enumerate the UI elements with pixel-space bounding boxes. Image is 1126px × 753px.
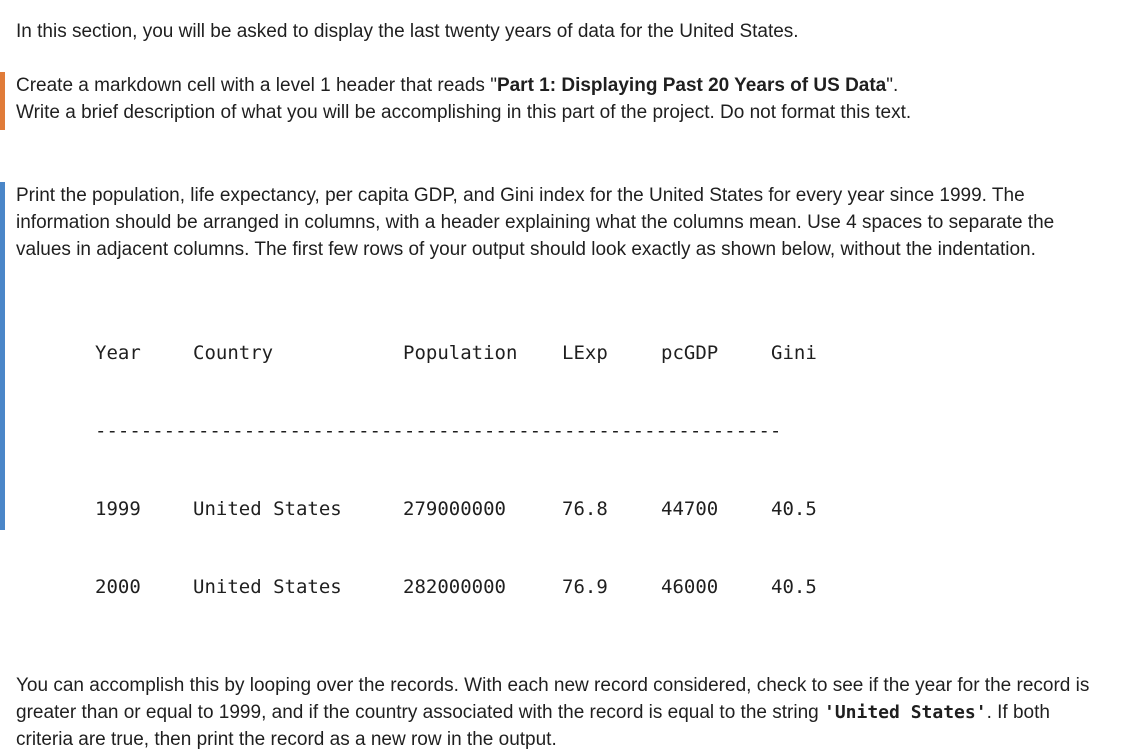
- task-line1-suffix: ".: [886, 75, 899, 96]
- table-separator-row: [95, 418, 1110, 444]
- task-explanation: [16, 672, 1110, 753]
- task-print-data: [0, 182, 1110, 750]
- header-pcgdp: pcGDP: [661, 342, 719, 364]
- header-text-bold: Part 1: Displaying Past 20 Years of US Data: [496, 75, 887, 96]
- task-markdown-header: [0, 72, 1110, 130]
- table-row: [95, 496, 1110, 522]
- header-year: Year: [95, 342, 141, 364]
- task-line1-prefix: Create a markdown cell with a level 1 header that reads ": [16, 75, 497, 96]
- header-population: Population: [403, 342, 518, 364]
- cell-lexp: 76.9: [562, 576, 608, 598]
- table-header-row: [95, 340, 1110, 366]
- cell-pcgdp: 44700: [661, 498, 719, 520]
- task-print-paragraph: Print the population, life expectancy, per capita GDP, and Gini index for the United States for every year since 1999. The information should be arranged in columns, with a header explaining what the columns mean. Use 4 spaces to separate the values in adjacent columns. The first few rows of your output should look exactly as shown below, without the indentation.: [16, 185, 1055, 260]
- cell-pcgdp: 46000: [661, 576, 719, 598]
- header-lexp: LExp: [562, 342, 608, 364]
- cell-population: 279000000: [403, 498, 506, 520]
- cell-gini: 40.5: [771, 576, 817, 598]
- task-markdown-line1: [16, 72, 1110, 99]
- cell-year: 2000: [95, 576, 141, 598]
- task-markdown-line2: Write a brief description of what you will be accomplishing in this part of the project. Do not format this text.: [16, 102, 912, 123]
- cell-population: 282000000: [403, 576, 506, 598]
- cell-year: 1999: [95, 498, 141, 520]
- header-gini: Gini: [771, 342, 817, 364]
- table-row: [95, 574, 1110, 600]
- explain-suffix: . If both criteria are true, then print the record as a new row in the output.: [16, 702, 1050, 750]
- cell-lexp: 76.8: [562, 498, 608, 520]
- inline-code-united-states: 'United States': [824, 702, 987, 723]
- explain-prefix: You can accomplish this by looping over the records. With each new record considered, check to see if the year for the record is greater than or equal to 1999, and if the country associated with the record is equal to the string: [16, 675, 1090, 723]
- cell-country: United States: [193, 498, 342, 520]
- intro-text: In this section, you will be asked to display the last twenty years of data for the United States.: [16, 21, 799, 42]
- separator-dashes: ------------------------------------------------------------: [95, 420, 782, 442]
- cell-gini: 40.5: [771, 498, 817, 520]
- header-country: Country: [193, 342, 274, 364]
- example-output-table: [95, 288, 1110, 652]
- cell-country: United States: [193, 576, 342, 598]
